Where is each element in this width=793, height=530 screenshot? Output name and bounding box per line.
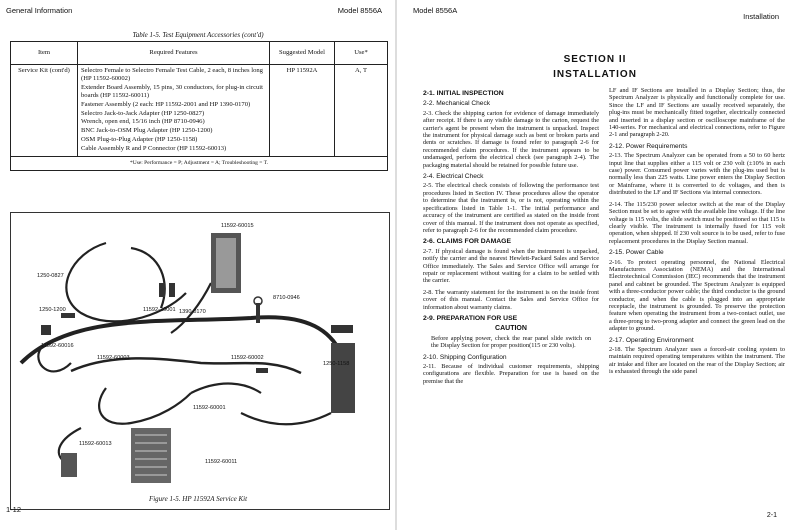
label-11592-60016: 11592-60016 [41, 343, 74, 349]
feature-item: OSM Plug-to-Plug Adapter (HP 1250-1158) [81, 136, 198, 144]
cable-shape [191, 384, 261, 393]
adapter-part [41, 325, 51, 335]
feature-item: Fastener Assembly (2 each: HP 11592-2001 and HP 1390-0170) [81, 100, 251, 108]
cable-shape [38, 348, 71, 371]
adapter-part [256, 368, 268, 373]
table-header-item: Item [11, 42, 78, 65]
service-kit-figure [10, 212, 390, 510]
paragraph-heading: 2-12. Power Requirements [609, 142, 688, 150]
cable-shape [99, 388, 191, 424]
accessories-table [10, 41, 388, 171]
paragraph-heading: 2-4. Electrical Check [423, 173, 484, 181]
paragraph: 2-16. To protect operating personnel, the National Electrical Manufacturers Association (NEMA) and the International Electrotechnical Commission (IEC) recommends that the instrument panel and cabinet be grounded. The Spectrum Analyzer is equipped with a three-conductor power cable; the third conductor is the ground conductor, and when the cable is plugged into an appropriate receptacle, the instrument is grounded. To preserve the protection feature when operating the instrument from a two-contact outlet, use a three-prong to two-prong adapter and connect the green lead on the adapter to ground. [609, 258, 785, 333]
left-page-number: 1-12 [6, 505, 22, 514]
label-11592-60015: 11592-60015 [221, 223, 254, 229]
label-1250-1200: 1250-1200 [39, 307, 66, 313]
paragraph-heading: 2-2. Mechanical Check [423, 100, 491, 108]
right-page [397, 0, 793, 530]
table-caption: Table 1-5. Test Equipment Accessories (cont'd) [132, 31, 264, 39]
section-subheading: 2-6. CLAIMS FOR DAMAGE [423, 238, 511, 246]
label-1390-0170: 1390-0170 [179, 309, 206, 315]
label-11592-60001: 11592-60001 [193, 405, 226, 411]
cell-item: Service Kit (cont'd) [11, 65, 78, 157]
label-8710-0946: 8710-0946 [273, 295, 300, 301]
label-11592-60003: 11592-60003 [97, 355, 130, 361]
right-header-model: Model 8556A [413, 6, 458, 15]
figure-caption: Figure 1-5. HP 11592A Service Kit [148, 495, 248, 503]
section-title: INSTALLATION [553, 69, 637, 80]
section-subheading: 2-9. PREPARATION FOR USE [423, 314, 518, 322]
label-11592-60011: 11592-60011 [205, 459, 238, 465]
connector-block [331, 343, 355, 413]
paragraph: 2-5. The electrical check consists of following the performance test procedures listed in Section IV. These procedures allow the operator to determine that the instrument is, or is not, operating within the specifications listed in Table 1-1. The initial performance and accuracy of the instrument are certified as stated on the inside front cover of this manual. If the instrument does not operate as specified, refer to paragraph 2-6 for the recommended claim procedure. [423, 182, 599, 234]
feature-item: Cable Assembly R and P Connector (HP 11592-60013) [81, 145, 227, 153]
table-footnote: *Use: Performance = P; Adjustment = A; Troubleshooting = T. [11, 157, 388, 171]
left-header-title: General Information [6, 6, 73, 15]
connector-block [61, 453, 77, 477]
label-1250-1158: 1250-1158 [323, 361, 350, 367]
cable-shape [131, 248, 165, 308]
paragraph-heading: 2-17. Operating Environment [609, 336, 694, 344]
paragraph: LF and IF Sections are installed in a Display Section; thus, the Spectrum Analyzer is physically and functionally complete for use. Since the LF and IF Sections are usually received separately, the plug-ins must be mechanically fitted together, electrically connected and inserted in a display section or oscilloscope mainframe of the 140-series. For mechanical and electrical connections, refer to Figure 2-1 and paragraph 2-20. [609, 87, 785, 139]
paragraph: 2-7. If physical damage is found when the instrument is unpacked, notify the carrier and the nearest Hewlett-Packard Sales and Service Office immediately. The Sales and Service Office will arrange for repair or replacement without waiting for a claim to be settled with the carrier. [423, 247, 599, 285]
paragraph: 2-13. The Spectrum Analyzer can be operated from a 50 to 60 hertz input line that supplies either a 115 volt or 230 volt (±10% in each case) power. Consumed power varies with the plug-ins used but is normally less than 225 watts. Line power enters the Display Section or Mainframe, where it is converted to dc voltages, and then is distributed to the LF and IF Sections via internal connectors. [609, 152, 785, 197]
paragraph: 2-3. Check the shipping carton for evidence of damage immediately after receipt. If there is any visible damage to the carton, request the carrier's agent be present when the instrument is unpacked. Inspect the instrument for physical damage such as bent or broken parts and dents or scratches. If damage is found refer to paragraph 2-6 for recommended claim procedures. If the instrument appears to be undamaged, perform the electrical check (see paragraph 2-4). The packaging material should be retained for possible future use. [423, 109, 599, 169]
fastener-part [169, 283, 175, 297]
label-1250-0827: 1250-0827 [37, 273, 64, 279]
section-heading [397, 52, 793, 82]
cell-model: HP 11592A [270, 65, 335, 157]
feature-item: Selectro Female to Selectro Female Test Cable, 2 each, 8 inches long (HP 11592-60002) [81, 67, 263, 82]
label-11592-60002: 11592-60002 [231, 355, 264, 361]
cable-shape [241, 413, 331, 424]
cable-shape [171, 283, 211, 333]
paragraph-heading: 2-15. Power Cable [609, 249, 664, 257]
paragraph: 2-18. The Spectrum Analyzer uses a forced-air cooling system to maintain required operating temperatures within the instrument. The air intake and filter are located on the rear of the Display Section; air is exhausted through the side panel [609, 346, 785, 376]
caution-heading: CAUTION [495, 325, 527, 333]
adapter-part [331, 325, 353, 333]
section-number: SECTION II [563, 54, 627, 65]
label-11592-20001: 11592-20001 [143, 307, 176, 313]
cell-use: A, T [335, 65, 388, 157]
text-column-right [609, 87, 785, 380]
text-column-left [423, 87, 599, 389]
table-header-features: Required Features [78, 42, 270, 65]
caution-text: Before applying power, check the rear panel slide switch on the Display Section for proper position(115 or 230 volts). [431, 334, 591, 350]
right-page-number: 2-1 [766, 512, 777, 519]
service-kit-illustration [11, 213, 389, 493]
adapter-part [61, 313, 75, 318]
right-header-section: Installation [743, 12, 779, 21]
feature-item: BNC Jack-to-OSM Plug Adapter (HP 1250-1200) [81, 127, 213, 135]
table-header-use: Use* [335, 42, 388, 65]
paragraph: 2-14. The 115/230 power selector switch at the rear of the Display Section must be set to agree with the available line voltage. If the line voltage is 115 volts, the slide switch must be positioned so that 115 is clearly visible. The instrument is internally fused for 115 volt operation, when shipped. If 230 volt source is to be used, refer to fuse replacement procedures in the Display Section manual. [609, 200, 785, 245]
feature-item: Selectro Jack-to-Jack Adapter (HP 1250-0827) [81, 109, 205, 117]
table-footnote-row [11, 157, 388, 171]
left-header-model: Model 8556A [337, 6, 382, 15]
label-11592-60013: 11592-60013 [79, 441, 112, 447]
feature-item: Wrench, open end, 15/16 inch (HP 8710-0946) [81, 118, 205, 126]
paragraph: 2-11. Because of individual customer requirements, shipping configurations are flexible. Preparation for use is based on the premise that the [423, 363, 599, 385]
fastener-part [159, 283, 165, 297]
connector-block [216, 238, 236, 288]
feature-item: Extender Board Assembly, 15 pins, 30 conductors, for plug-in circuit boards (HP 11592-60011) [81, 83, 263, 99]
wrench-shape [256, 303, 260, 323]
cell-features [78, 65, 270, 157]
paragraph: 2-8. The warranty statement for the instrument is on the inside front cover of this manual. Contact the Sales and Service Office for information about warranty claims. [423, 288, 599, 311]
left-page [0, 0, 396, 530]
table-row [11, 65, 388, 157]
section-subheading: 2-1. INITIAL INSPECTION [423, 90, 504, 97]
paragraph-heading: 2-10. Shipping Configuration [423, 353, 507, 361]
table-header-model: Suggested Model [270, 42, 335, 65]
